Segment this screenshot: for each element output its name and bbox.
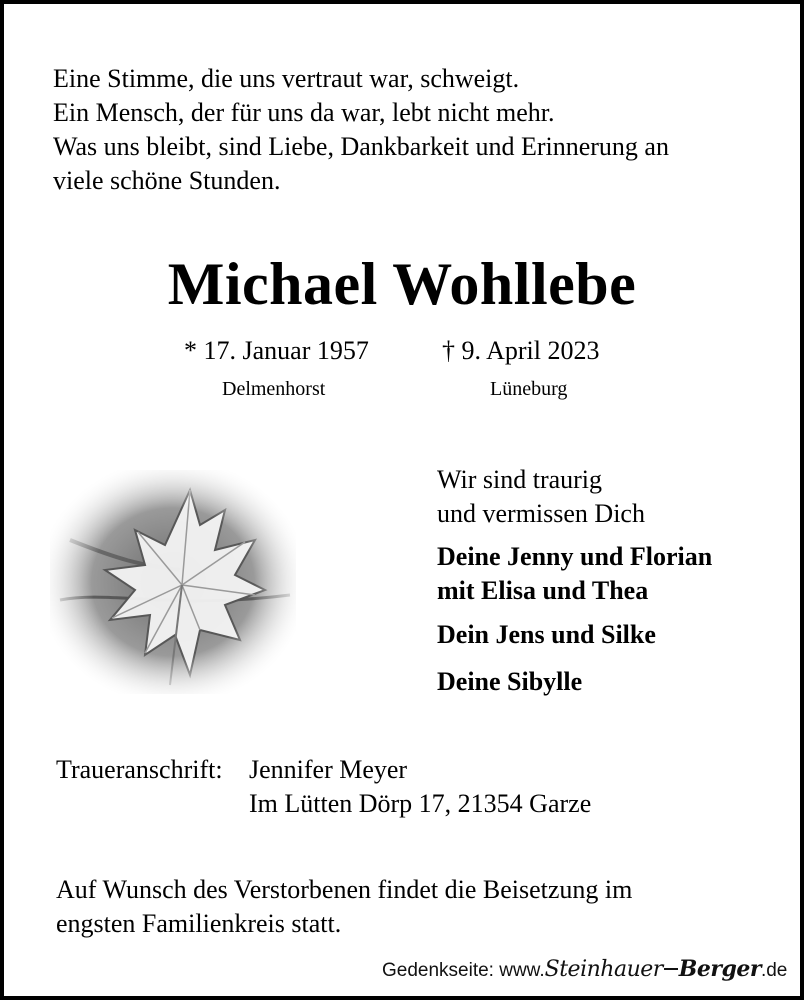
address-label: Traueranschrift: xyxy=(56,755,223,784)
brand-dash xyxy=(664,968,678,970)
footer-prefix: Gedenkseite: www. xyxy=(382,960,545,981)
mourning-line: Wir sind traurig xyxy=(437,465,603,494)
address-street: Im Lütten Dörp 17, 21354 Garze xyxy=(249,789,592,818)
mourner-line: mit Elisa und Thea xyxy=(437,576,649,605)
intro-verse xyxy=(53,62,773,198)
mourning-line: und vermissen Dich xyxy=(437,499,645,528)
footer-suffix: .de xyxy=(760,960,788,981)
intro-line: Eine Stimme, die uns vertraut war, schweigt. xyxy=(53,64,520,93)
death-date: † 9. April 2023 xyxy=(442,336,600,365)
brand-part-1: Steinhauer xyxy=(544,957,663,982)
deceased-name: Michael Wohllebe xyxy=(167,251,637,317)
maple-leaf-icon xyxy=(50,470,296,694)
brand-part-2: Berger xyxy=(678,956,761,982)
mourner-line: Deine Jenny und Florian xyxy=(437,542,713,571)
birth-date: * 17. Januar 1957 xyxy=(184,336,369,365)
mourner-family-1 xyxy=(437,540,712,608)
intro-line: Was uns bleibt, sind Liebe, Dankbarkeit und Erinnerung an xyxy=(53,132,669,161)
birth-place: Delmenhorst xyxy=(222,378,326,400)
intro-line: viele schöne Stunden. xyxy=(53,166,281,195)
note-line: Auf Wunsch des Verstorbenen findet die Beisetzung im xyxy=(56,875,633,904)
address-name: Jennifer Meyer xyxy=(249,755,408,784)
death-place: Lüneburg xyxy=(490,378,568,400)
note-line: engsten Familienkreis statt. xyxy=(56,909,342,938)
mourning-phrase xyxy=(437,463,645,531)
mourner-family-3: Deine Sibylle xyxy=(437,667,583,696)
memorial-page-link[interactable] xyxy=(382,956,787,984)
intro-line: Ein Mensch, der für uns da war, lebt nicht mehr. xyxy=(53,98,555,127)
mourner-family-2: Dein Jens und Silke xyxy=(437,620,656,649)
burial-note xyxy=(56,873,776,941)
